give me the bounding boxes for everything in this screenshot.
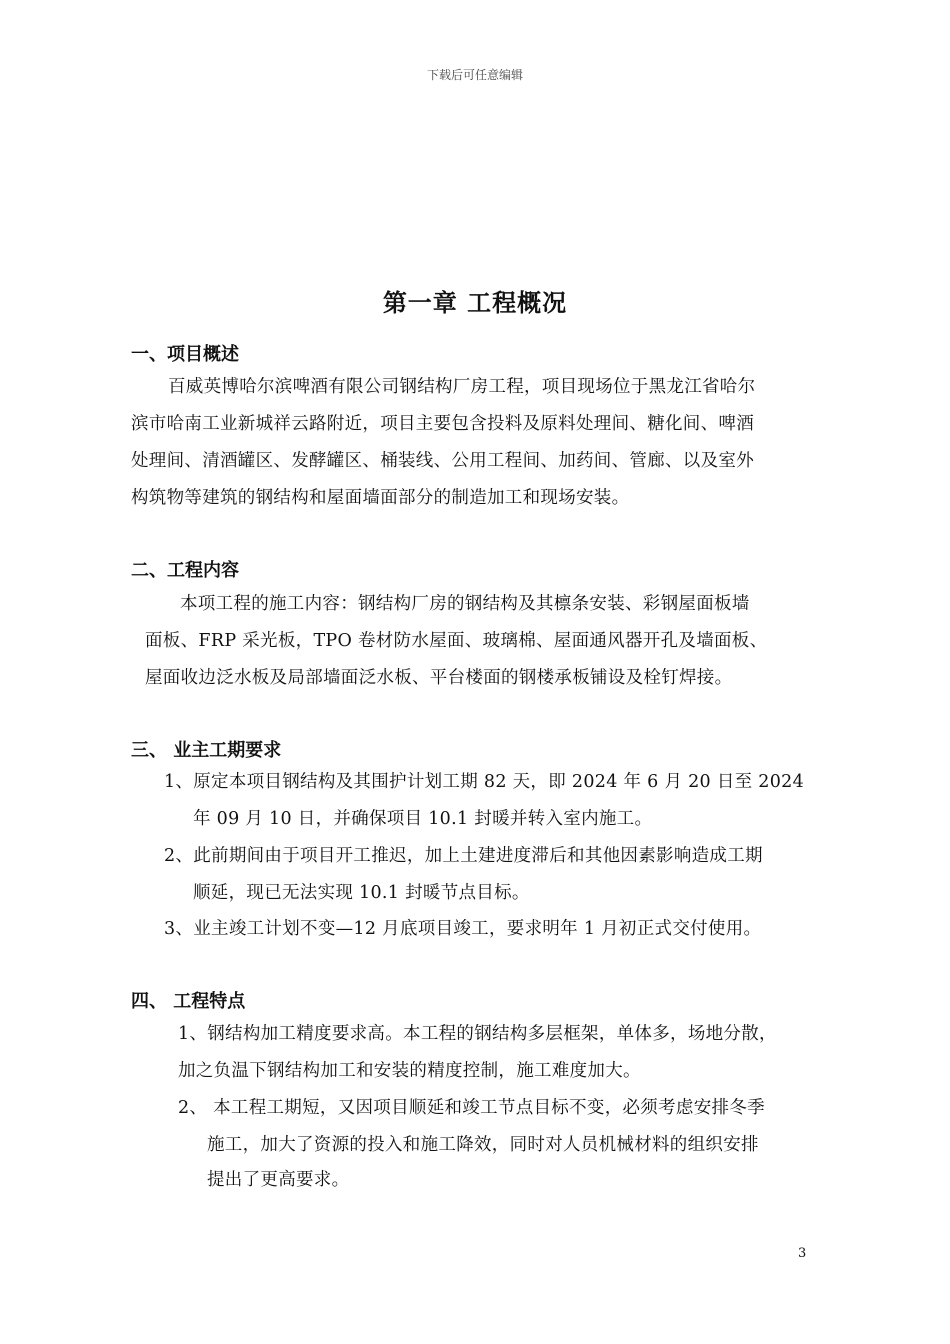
paragraph-line: 面板、FRP 采光板，TPO 卷材防水屋面、玻璃棉、屋面通风器开孔及墙面板、 <box>145 631 768 651</box>
section-heading-features: 四、 工程特点 <box>131 991 246 1012</box>
paragraph-line: 滨市哈南工业新城祥云路附近，项目主要包含投料及原料处理间、糖化间、啤酒 <box>131 414 754 434</box>
section-heading-content: 二、工程内容 <box>131 560 239 581</box>
list-item-continuation: 顺延，现已无法实现 10.1 封暖节点目标。 <box>193 883 530 903</box>
list-item: 3、业主竣工计划不变—12 月底项目竣工，要求明年 1 月初正式交付使用。 <box>164 919 762 939</box>
list-item-continuation: 施工，加大了资源的投入和施工降效，同时对人员机械材料的组织安排 <box>207 1135 759 1155</box>
paragraph-line: 屋面收边泛水板及局部墙面泛水板、平台楼面的钢楼承板铺设及栓钉焊接。 <box>145 668 733 688</box>
section-heading-overview: 一、项目概述 <box>131 344 239 365</box>
list-item: 1、钢结构加工精度要求高。本工程的钢结构多层框架，单体多，场地分散， <box>178 1024 777 1044</box>
paragraph-line: 构筑物等建筑的钢结构和屋面墙面部分的制造加工和现场安装。 <box>131 488 630 508</box>
chapter-title: 第一章 工程概况 <box>382 289 568 317</box>
list-item: 2、此前期间由于项目开工推迟，加上土建进度滞后和其他因素影响造成工期 <box>164 846 763 866</box>
section-heading-schedule: 三、 业主工期要求 <box>131 740 282 761</box>
list-item-continuation: 提出了更高要求。 <box>207 1170 350 1190</box>
paragraph-line: 百威英博哈尔滨啤酒有限公司钢结构厂房工程，项目现场位于黑龙江省哈尔 <box>168 377 756 397</box>
list-item-continuation: 年 09 月 10 日，并确保项目 10.1 封暖并转入室内施工。 <box>193 809 653 829</box>
paragraph-line: 处理间、清酒罐区、发酵罐区、桶装线、公用工程间、加药间、管廊、以及室外 <box>131 451 754 471</box>
list-item: 2、 本工程工期短，又因项目顺延和竣工节点目标不变，必须考虑安排冬季 <box>178 1098 765 1118</box>
list-item: 1、原定本项目钢结构及其围护计划工期 82 天，即 2024 年 6 月 20 日至 2024 <box>164 772 805 792</box>
header-note: 下载后可任意编辑 <box>426 68 523 82</box>
page-number: 3 <box>798 1246 807 1261</box>
list-item-continuation: 加之负温下钢结构加工和安装的精度控制，施工难度加大。 <box>178 1061 641 1081</box>
paragraph-line: 本项工程的施工内容：钢结构厂房的钢结构及其檩条安装、彩钢屋面板墙 <box>180 594 750 614</box>
